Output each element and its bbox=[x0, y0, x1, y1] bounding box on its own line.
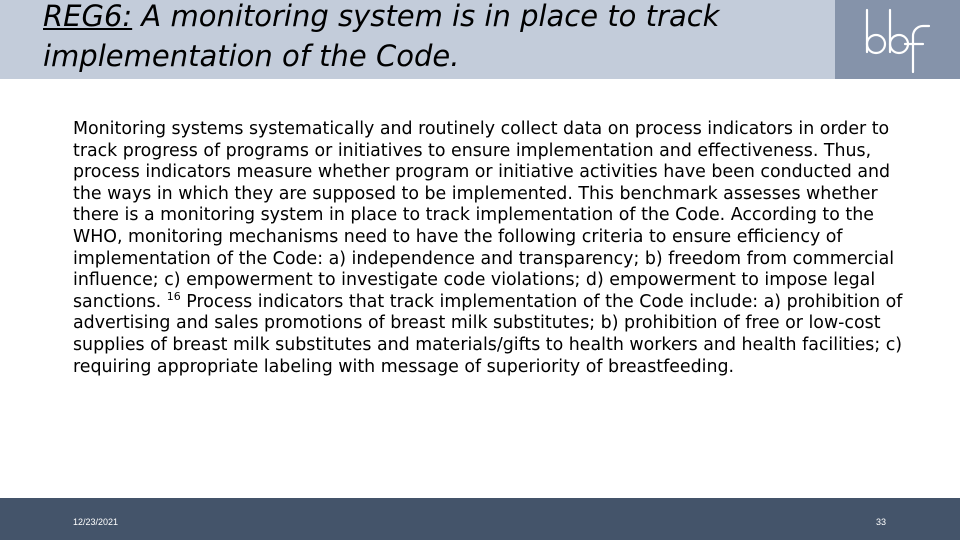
page-number: 33 bbox=[876, 517, 887, 527]
footer-date: 12/23/2021 bbox=[73, 517, 119, 527]
bbf-logo bbox=[835, 0, 960, 79]
citation-superscript: 16 bbox=[166, 289, 181, 303]
bbf-logo-icon bbox=[835, 0, 960, 79]
body-text-part-1: Monitoring systems systematically and routinely collect data on process indicators in order to track progress of programs or initiatives to ensure implementation and effectiveness. Thus, process indicators measure whether program or initiative activities have been conducted and the ways in which they are supposed to be implemented. This benchmark assesses whether there is a monitoring system in place to track implementation of the Code. According to the WHO, monitoring mechanisms need to have the following criteria to ensure efficiency of implementation of the Code: a) independence and transparency; b) freedom from commercial influence; c) empowerment to investigate code violations; d) empowerment to impose legal sanctions. bbox=[73, 119, 895, 312]
footer-bar bbox=[0, 498, 960, 540]
slide-title bbox=[43, 0, 833, 76]
benchmark-code: REG6: bbox=[43, 0, 133, 33]
body-text-part-2: Process indicators that track implementation of the Code include: a) prohibition of advertising and sales promotions of breast milk substitutes; b) prohibition of free or low-cost supplies of breast milk substitutes and materials/gifts to health workers and health facilities; c) requiring appropriate labeling with message of superiority of breastfeeding. bbox=[73, 291, 903, 377]
title-text: A monitoring system is in place to track implementation of the Code. bbox=[43, 0, 720, 73]
body-paragraph bbox=[73, 119, 903, 378]
